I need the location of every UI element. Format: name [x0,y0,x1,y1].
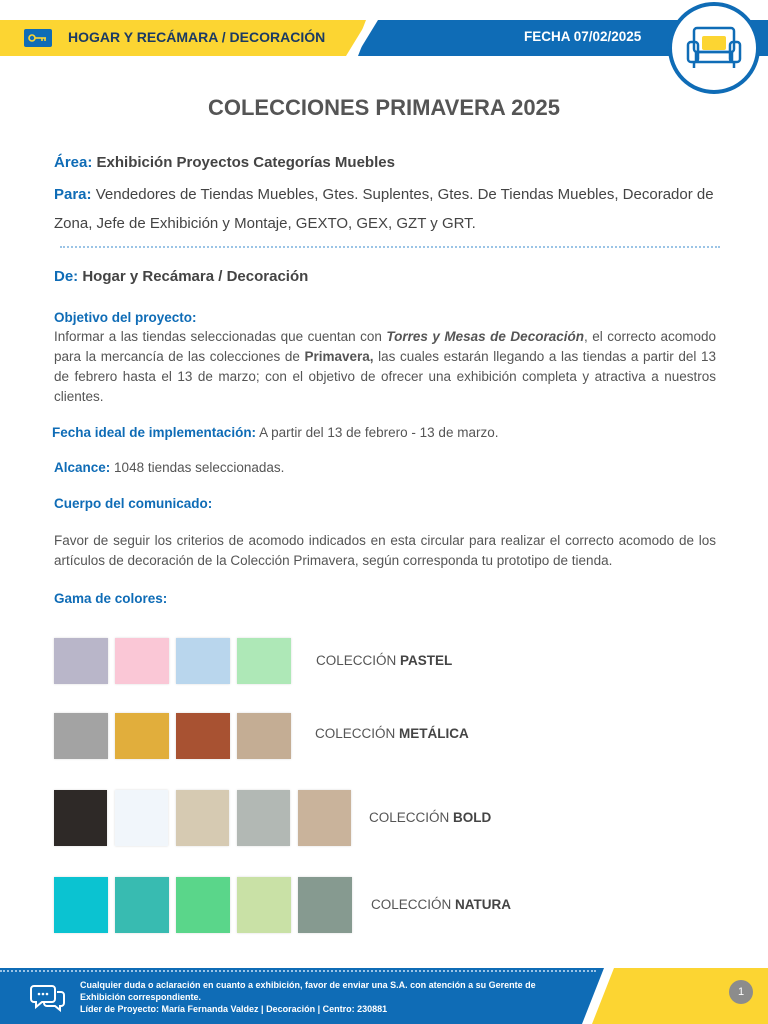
collection-name: PASTEL [400,653,453,668]
color-swatch [115,638,169,684]
color-swatch [176,877,230,933]
color-swatch [298,790,351,846]
color-swatch [176,638,230,684]
color-swatch [176,713,230,759]
meta-sender [54,268,308,285]
body-text: Favor de seguir los criterios de acomodo indicados en esta circular para realizar el correcto acomodo de los artículos de decoración de la Colección Primavera, según corresponda tu prototipo de tienda. [54,533,716,568]
header-date: FECHA 07/02/2025 [524,29,642,44]
collection-prefix: COLECCIÓN [315,726,400,741]
sofa-icon [668,2,760,94]
collection-prefix: COLECCIÓN [316,653,401,668]
reach-value: 1048 tiendas seleccionadas. [114,460,285,475]
color-swatch [176,790,229,846]
collection-name: NATURA [455,897,512,912]
body-label: Cuerpo del comunicado: [54,496,213,511]
palette-label: Gama de colores: [54,591,168,606]
key-icon [24,29,52,47]
reach-label: Alcance: [54,460,111,475]
de-label: De: [54,268,79,285]
color-swatch [54,638,108,684]
para-value: Vendedores de Tiendas Muebles, Gtes. Suplentes, Gtes. De Tiendas Muebles, Decorador de Zona, Jefe de Exhibición y Montaje, GEXTO, GEX, GZT y GRT. [54,186,714,232]
collection-label [369,810,491,825]
collection-name: METÁLICA [399,726,469,741]
color-swatch [115,790,168,846]
objective-text-3: las cuales estarán llegando a las tiendas a partir del 13 de febrero hasta el 13 de marzo; con el objetivo de ofrecer una exhibición completa y atractiva a nuestros clientes. [54,349,716,404]
objective-text-1: Informar a las tiendas seleccionadas que cuentan con [54,329,382,344]
chat-bubbles-icon [28,982,68,1019]
footer-line-1: Cualquier duda o aclaración en cuanto a exhibición, favor de enviar una S.A. con atención a su Gerente de Exhibición correspondiente. [80,980,536,1002]
collection-name: BOLD [453,810,492,825]
meta-area [54,154,395,171]
implementation-label: Fecha ideal de implementación: [52,425,257,440]
color-swatch [54,790,107,846]
color-swatch [54,877,108,933]
collection-label [371,897,511,912]
implementation-date [52,425,498,440]
objective-text [54,327,716,407]
meta-recipients [54,180,724,238]
area-value: Exhibición Proyectos Categorías Muebles [96,154,395,171]
collection-label [316,653,452,668]
color-swatch [237,790,290,846]
objective-emphasis-1: Torres y Mesas de Decoración [386,329,584,344]
objective-emphasis-2: Primavera, [304,349,374,364]
header-section-title: HOGAR Y RECÁMARA / DECORACIÓN [68,29,326,45]
footer-text [80,979,580,1015]
area-label: Área: [54,154,93,171]
footer-line-2: Líder de Proyecto: María Fernanda Valdez | Decoración | Centro: 230881 [80,1004,388,1014]
collection-prefix: COLECCIÓN [371,897,456,912]
implementation-value: A partir del 13 de febrero - 13 de marzo. [259,425,499,440]
color-swatch [237,877,291,933]
dotted-divider [60,246,720,248]
color-swatch [237,713,291,759]
objective-label: Objetivo del proyecto: [54,310,197,325]
page-title: COLECCIONES PRIMAVERA 2025 [207,95,561,120]
de-value: Hogar y Recámara / Decoración [82,268,309,285]
reach [54,460,284,475]
objective-text-2: , el correcto acomodo para la mercancía de las colecciones de [54,329,717,364]
color-swatch [237,638,291,684]
page-number: 1 [729,980,753,1004]
collection-prefix: COLECCIÓN [369,810,454,825]
para-label: Para: [54,186,92,203]
color-swatch [54,713,108,759]
color-swatch [115,713,169,759]
color-swatch [298,877,352,933]
collection-label [315,726,469,741]
color-swatch [115,877,169,933]
footer-dotted-line [0,970,596,972]
